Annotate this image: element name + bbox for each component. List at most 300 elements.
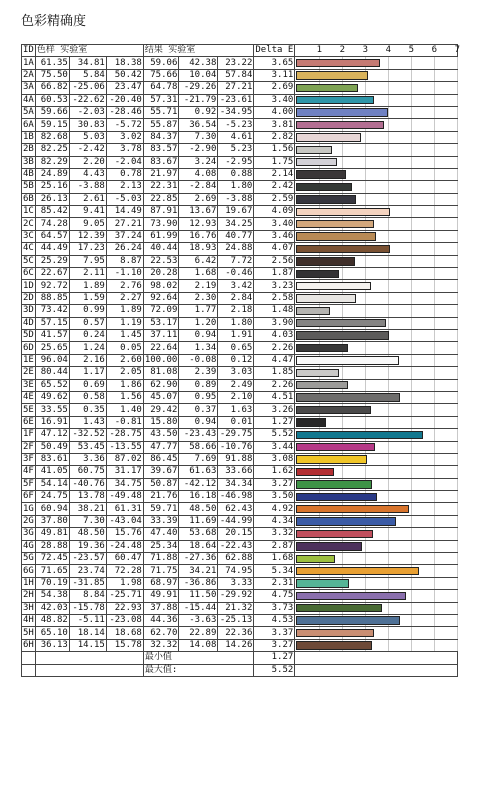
table-row <box>22 193 458 205</box>
delta-e-bar-cell <box>295 131 458 143</box>
patch-id: 1D <box>23 280 34 291</box>
result-lab-value: -27.36 <box>179 553 218 565</box>
gridline <box>411 119 412 130</box>
table-row <box>22 639 458 651</box>
sample-lab-value: 2.61 <box>69 193 106 205</box>
gridline <box>457 565 458 576</box>
gridline <box>457 169 458 180</box>
delta-e-bar-cell <box>295 503 458 515</box>
result-lab-value: 34.25 <box>218 218 254 230</box>
gridline <box>388 305 389 316</box>
sample-lab-value: 54.38 <box>35 590 69 602</box>
sample-lab-value: -23.08 <box>106 614 143 626</box>
delta-e-bar-cell <box>295 144 458 156</box>
gridline <box>457 392 458 403</box>
table-row <box>22 255 458 267</box>
sample-lab-value: 34.81 <box>69 57 106 69</box>
result-lab-value: 98.02 <box>143 280 179 292</box>
gridline <box>457 206 458 217</box>
sample-lab-value: 60.47 <box>106 553 143 565</box>
gridline <box>411 107 412 118</box>
result-lab-value: 0.12 <box>218 354 254 366</box>
sample-lab-value: 71.65 <box>35 565 69 577</box>
result-lab-value: -23.43 <box>179 429 218 441</box>
result-lab-value: 1.34 <box>179 342 218 354</box>
result-lab-value: 18.64 <box>179 540 218 552</box>
delta-e-bar-cell <box>295 317 458 329</box>
gridline <box>434 466 435 477</box>
delta-e-value: 2.42 <box>254 181 295 193</box>
gridline <box>388 268 389 279</box>
sample-lab-value: 96.04 <box>35 354 69 366</box>
gridline <box>434 392 435 403</box>
gridline <box>411 417 412 428</box>
delta-e-bar <box>296 418 325 426</box>
gridline <box>365 553 366 564</box>
gridline <box>457 466 458 477</box>
sample-lab-value: -5.11 <box>69 614 106 626</box>
sample-lab-value: 54.14 <box>35 478 69 490</box>
delta-e-value: 2.59 <box>254 193 295 205</box>
result-lab-value: 59.06 <box>143 57 179 69</box>
delta-e-bar-cell <box>295 379 458 391</box>
delta-e-value: 1.48 <box>254 305 295 317</box>
gridline <box>434 231 435 242</box>
table-row <box>22 367 458 379</box>
gridline <box>365 342 366 353</box>
gridline <box>388 528 389 539</box>
sample-lab-value: 82.68 <box>35 131 69 143</box>
delta-e-bar <box>296 604 382 612</box>
gridline <box>434 194 435 205</box>
sample-lab-value: 8.87 <box>106 255 143 267</box>
delta-e-bar <box>296 555 335 563</box>
delta-e-bar-cell <box>295 553 458 565</box>
result-lab-value: 58.66 <box>179 441 218 453</box>
sample-lab-value: 49.62 <box>35 391 69 403</box>
blank-cell <box>295 664 458 676</box>
delta-e-bar <box>296 493 377 501</box>
gridline <box>457 615 458 626</box>
delta-e-bar-cell <box>295 255 458 267</box>
sample-lab-value: 1.86 <box>106 379 143 391</box>
delta-e-bar-cell <box>295 404 458 416</box>
gridline <box>457 541 458 552</box>
result-lab-value: 49.91 <box>143 590 179 602</box>
patch-id: 4A <box>23 94 34 105</box>
table-row <box>22 503 458 515</box>
sample-lab-value: 0.58 <box>69 391 106 403</box>
gridline <box>434 578 435 589</box>
delta-e-bar <box>296 294 355 302</box>
delta-e-bar-cell <box>295 565 458 577</box>
result-lab-value: 24.88 <box>218 243 254 255</box>
delta-e-value: 3.26 <box>254 404 295 416</box>
sample-lab-value: 13.78 <box>69 491 106 503</box>
gridline <box>411 355 412 366</box>
result-lab-value: 36.54 <box>179 119 218 131</box>
gridline <box>411 454 412 465</box>
delta-e-bar <box>296 257 355 265</box>
gridline <box>411 132 412 143</box>
result-lab-value: 83.57 <box>143 144 179 156</box>
gridline <box>342 466 343 477</box>
blank-cell <box>22 664 36 676</box>
sample-lab-value: 14.15 <box>69 639 106 651</box>
sample-lab-value: 24.89 <box>35 168 69 180</box>
result-lab-value: 39.67 <box>143 466 179 478</box>
table-row <box>22 565 458 577</box>
sample-lab-value: 25.16 <box>35 181 69 193</box>
result-lab-value: 1.20 <box>179 317 218 329</box>
table-row <box>22 57 458 69</box>
sample-lab-value: 74.28 <box>35 218 69 230</box>
gridline <box>411 380 412 391</box>
result-lab-value: 14.26 <box>218 639 254 651</box>
gridline <box>388 541 389 552</box>
table-row <box>22 602 458 614</box>
sample-lab-value: 2.11 <box>69 268 106 280</box>
sample-lab-value: 38.21 <box>69 503 106 515</box>
sample-lab-value: 15.78 <box>106 639 143 651</box>
gridline <box>388 367 389 378</box>
gridline <box>388 280 389 291</box>
patch-id: 2D <box>23 293 34 303</box>
gridline <box>388 57 389 68</box>
gridline <box>365 268 366 279</box>
sample-lab-value: 27.21 <box>106 218 143 230</box>
gridline <box>388 318 389 329</box>
delta-e-bar <box>296 270 339 278</box>
sample-lab-value: 5.84 <box>69 69 106 81</box>
sample-lab-value: 23.47 <box>106 82 143 94</box>
sample-lab-value: 22.67 <box>35 268 69 280</box>
gridline <box>434 318 435 329</box>
sample-lab-value: 14.49 <box>106 206 143 218</box>
sample-lab-value: -23.57 <box>69 553 106 565</box>
delta-e-bar <box>296 121 384 129</box>
sample-lab-value: 0.35 <box>69 404 106 416</box>
delta-e-bar <box>296 84 358 92</box>
result-lab-value: -2.84 <box>179 181 218 193</box>
gridline <box>457 132 458 143</box>
table-row <box>22 491 458 503</box>
result-lab-value: 2.19 <box>179 280 218 292</box>
sample-lab-value: 72.28 <box>106 565 143 577</box>
result-lab-value: 0.37 <box>179 404 218 416</box>
gridline <box>434 615 435 626</box>
result-lab-value: 3.42 <box>218 280 254 292</box>
delta-e-value: 2.82 <box>254 131 295 143</box>
table-row <box>22 317 458 329</box>
gridline <box>411 627 412 638</box>
gridline <box>388 119 389 130</box>
result-lab-value: 32.32 <box>143 639 179 651</box>
result-lab-value: 43.50 <box>143 429 179 441</box>
result-lab-value: 22.85 <box>143 193 179 205</box>
result-lab-value: 3.33 <box>218 577 254 589</box>
result-lab-value: 61.63 <box>179 466 218 478</box>
result-lab-value: 62.70 <box>143 627 179 639</box>
patch-id: 1F <box>23 429 34 440</box>
gridline <box>457 627 458 638</box>
result-lab-value: 2.39 <box>179 367 218 379</box>
result-lab-value: 37.88 <box>143 602 179 614</box>
result-lab-value: 62.90 <box>143 379 179 391</box>
gridline <box>457 107 458 118</box>
sample-lab-value: 37.80 <box>35 515 69 527</box>
blank-cell <box>295 652 458 664</box>
gridline <box>457 380 458 391</box>
sample-lab-value: 1.89 <box>106 305 143 317</box>
sample-lab-value: 9.41 <box>69 206 106 218</box>
page-title: 色彩精确度 <box>21 14 87 29</box>
gridline <box>388 95 389 106</box>
sample-lab-value: 87.02 <box>106 453 143 465</box>
gridline <box>411 528 412 539</box>
result-lab-value: 7.69 <box>179 453 218 465</box>
patch-id: 6E <box>23 416 34 427</box>
result-lab-value: 61.99 <box>143 230 179 242</box>
sample-lab-value: 26.13 <box>35 193 69 205</box>
delta-e-value: 3.50 <box>254 491 295 503</box>
sample-lab-value: 41.05 <box>35 466 69 478</box>
gridline <box>434 70 435 81</box>
gridline <box>434 590 435 601</box>
header-id: ID <box>23 45 34 56</box>
result-lab-value: 59.71 <box>143 503 179 515</box>
sample-lab-value: 53.45 <box>69 441 106 453</box>
gridline <box>411 256 412 267</box>
sample-lab-value: -31.85 <box>69 577 106 589</box>
result-lab-value: 91.88 <box>218 453 254 465</box>
gridline <box>457 231 458 242</box>
gridline <box>365 169 366 180</box>
table-row <box>22 528 458 540</box>
result-lab-value: 62.43 <box>218 503 254 515</box>
sample-lab-value: 8.84 <box>69 590 106 602</box>
result-lab-value: 34.34 <box>218 478 254 490</box>
sample-lab-value: -24.48 <box>106 540 143 552</box>
gridline <box>434 640 435 651</box>
result-lab-value: 0.89 <box>179 379 218 391</box>
delta-e-value: 3.90 <box>254 317 295 329</box>
delta-e-bar <box>296 530 372 538</box>
gridline <box>342 417 343 428</box>
result-lab-value: 84.37 <box>143 131 179 143</box>
sample-lab-value: 44.49 <box>35 243 69 255</box>
gridline <box>411 194 412 205</box>
result-lab-value: 1.80 <box>218 317 254 329</box>
sample-lab-value: 61.31 <box>106 503 143 515</box>
sample-lab-value: 1.56 <box>106 391 143 403</box>
sample-lab-value: 0.99 <box>69 305 106 317</box>
gridline <box>457 355 458 366</box>
result-lab-value: -15.44 <box>179 602 218 614</box>
delta-e-bar-cell <box>295 305 458 317</box>
patch-id: 6F <box>23 491 34 502</box>
patch-id: 2E <box>23 367 34 378</box>
gridline <box>457 578 458 589</box>
result-lab-value: 18.93 <box>179 243 218 255</box>
gridline <box>365 181 366 192</box>
gridline <box>388 157 389 168</box>
result-lab-value: 1.63 <box>218 404 254 416</box>
gridline <box>388 479 389 490</box>
gridline <box>411 206 412 217</box>
result-lab-value: 2.30 <box>179 292 218 304</box>
result-lab-value: 2.49 <box>218 379 254 391</box>
result-lab-value: 53.17 <box>143 317 179 329</box>
sample-lab-value: 60.94 <box>35 503 69 515</box>
gridline <box>411 218 412 229</box>
sample-lab-value: 73.42 <box>35 305 69 317</box>
sample-lab-value: 37.24 <box>106 230 143 242</box>
summary-row <box>22 664 458 676</box>
sample-lab-value: -43.04 <box>106 515 143 527</box>
delta-e-value: 3.32 <box>254 528 295 540</box>
gridline <box>434 355 435 366</box>
sample-lab-value: -1.10 <box>106 268 143 280</box>
sample-lab-value: 3.02 <box>106 131 143 143</box>
result-lab-value: 21.76 <box>143 491 179 503</box>
sample-lab-value: 1.40 <box>106 404 143 416</box>
gridline <box>434 95 435 106</box>
table-row <box>22 82 458 94</box>
table-row <box>22 627 458 639</box>
result-lab-value: -3.88 <box>218 193 254 205</box>
result-lab-value: 20.15 <box>218 528 254 540</box>
delta-e-bar <box>296 641 371 649</box>
patch-id: 3A <box>23 82 34 93</box>
sample-lab-value: 22.93 <box>106 602 143 614</box>
table-row <box>22 305 458 317</box>
gridline <box>457 454 458 465</box>
delta-e-bar-cell <box>295 391 458 403</box>
gridline <box>457 553 458 564</box>
result-lab-value: 44.36 <box>143 614 179 626</box>
gridline <box>411 82 412 93</box>
table-row <box>22 416 458 428</box>
gridline <box>457 181 458 192</box>
gridline <box>457 144 458 155</box>
patch-id: 6C <box>23 268 34 279</box>
patch-id: 5C <box>23 255 34 266</box>
result-lab-value: -21.79 <box>179 94 218 106</box>
axis-tick-label: 4 <box>385 45 392 55</box>
sample-lab-value: -15.78 <box>69 602 106 614</box>
result-lab-value: 100.00 <box>144 354 178 365</box>
gridline <box>457 429 458 440</box>
gridline <box>411 342 412 353</box>
delta-e-bar-cell <box>295 354 458 366</box>
delta-e-value: 3.27 <box>254 478 295 490</box>
gridline <box>365 194 366 205</box>
patch-id: 3E <box>23 379 34 390</box>
result-lab-value: 48.50 <box>179 503 218 515</box>
patch-id: 1A <box>23 57 34 68</box>
table-row <box>22 206 458 218</box>
gridline <box>457 442 458 453</box>
table-row <box>22 553 458 565</box>
delta-e-value: 3.46 <box>254 230 295 242</box>
delta-e-bar-cell <box>295 577 458 589</box>
result-lab-value: -29.92 <box>219 590 253 601</box>
sample-lab-value: 0.78 <box>106 168 143 180</box>
gridline <box>388 194 389 205</box>
result-lab-value: 68.97 <box>143 577 179 589</box>
gridline <box>434 330 435 341</box>
delta-e-bar-cell <box>295 94 458 106</box>
gridline <box>365 82 366 93</box>
summary-row <box>22 652 458 664</box>
sample-lab-value: 50.42 <box>106 69 143 81</box>
result-lab-value: 27.21 <box>218 82 254 94</box>
table-row <box>22 168 458 180</box>
result-lab-value: 16.76 <box>179 230 218 242</box>
result-lab-value: 7.30 <box>179 131 218 143</box>
delta-e-bar <box>296 356 399 364</box>
result-lab-value: 4.08 <box>179 168 218 180</box>
sample-lab-value: -20.40 <box>106 94 143 106</box>
gridline <box>388 342 389 353</box>
patch-id: 4B <box>23 169 34 180</box>
delta-e-bar-cell <box>295 243 458 255</box>
gridline <box>434 454 435 465</box>
delta-e-value: 4.51 <box>254 391 295 403</box>
delta-e-value: 4.92 <box>254 503 295 515</box>
sample-lab-value: 12.39 <box>69 230 106 242</box>
summary-value: 5.52 <box>254 664 295 676</box>
sample-lab-value: 0.24 <box>69 329 106 341</box>
table-row <box>22 354 458 366</box>
delta-e-value: 1.68 <box>254 553 295 565</box>
gridline <box>411 231 412 242</box>
table-row <box>22 144 458 156</box>
delta-e-bar-cell <box>295 218 458 230</box>
result-lab-value: 2.18 <box>218 305 254 317</box>
sample-lab-value: 34.75 <box>106 478 143 490</box>
gridline <box>388 218 389 229</box>
sample-lab-value: 92.72 <box>35 280 69 292</box>
sample-lab-value: 49.81 <box>35 528 69 540</box>
result-lab-value: 50.87 <box>143 478 179 490</box>
table-row <box>22 342 458 354</box>
sample-lab-value: 2.60 <box>106 354 143 366</box>
patch-id: 5G <box>23 553 34 564</box>
delta-e-value: 4.00 <box>254 106 295 118</box>
result-lab-value: -3.63 <box>179 614 218 626</box>
delta-e-value: 2.87 <box>254 540 295 552</box>
patch-id: 4D <box>23 317 34 328</box>
patch-id: 3C <box>23 231 34 242</box>
sample-lab-value: 16.91 <box>35 416 69 428</box>
result-lab-value: 62.88 <box>218 553 254 565</box>
delta-e-bar <box>296 505 409 513</box>
patch-id: 4G <box>23 540 34 551</box>
table-row <box>22 106 458 118</box>
delta-e-value: 2.31 <box>254 577 295 589</box>
patch-id: 6G <box>23 565 34 576</box>
delta-e-bar-cell <box>295 416 458 428</box>
gridline <box>457 57 458 68</box>
patch-id: 5E <box>23 404 34 415</box>
gridline <box>411 144 412 155</box>
gridline <box>457 256 458 267</box>
result-lab-value: -22.43 <box>219 540 253 551</box>
delta-e-value: 2.26 <box>254 379 295 391</box>
gridline <box>434 218 435 229</box>
